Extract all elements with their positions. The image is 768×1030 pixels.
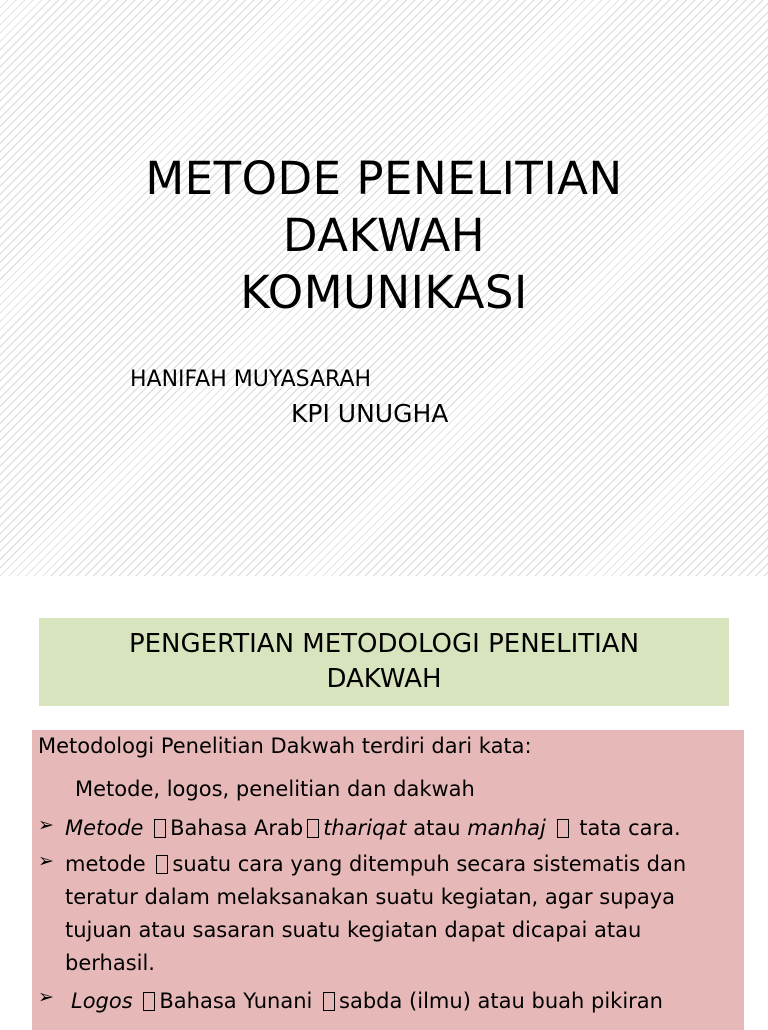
term-metode-lower: metode: [65, 852, 146, 876]
slide-title: [0, 150, 768, 321]
bullet-metode-def-line-1: [65, 848, 686, 881]
intro-text: Metodologi Penelitian Dakwah terdiri dari kata:: [38, 734, 532, 758]
missing-glyph-icon: [557, 819, 569, 838]
missing-glyph-icon: [143, 992, 155, 1011]
intro-subtext: Metode, logos, penelitian dan dakwah: [75, 777, 475, 801]
title-line-1: METODE PENELITIAN: [145, 152, 623, 205]
title-line-3: KOMUNIKASI: [240, 266, 528, 319]
section-heading: [39, 618, 729, 706]
lang-arab: Bahasa Arab: [170, 816, 304, 840]
bullet-metode-def-line-4: berhasil.: [65, 951, 155, 975]
heading-line-2: DAKWAH: [326, 664, 442, 694]
heading-line-1: PENGERTIAN METODOLOGI PENELITIAN: [128, 629, 640, 659]
missing-glyph-icon: [156, 855, 168, 874]
institution-name: KPI UNUGHA: [291, 399, 449, 428]
arrow-bullet-icon: ➢: [38, 814, 54, 836]
bullet-logos: [71, 985, 663, 1018]
author-name: HANIFAH MUYASARAH: [130, 367, 372, 392]
term-metode: Metode: [65, 816, 144, 840]
lang-yunani: Bahasa Yunani: [159, 989, 313, 1013]
bullet-metode-def-line-2: teratur dalam melaksanakan suatu kegiatan, agar supaya: [65, 885, 676, 909]
missing-glyph-icon: [154, 819, 166, 838]
arrow-bullet-icon: ➢: [38, 850, 54, 872]
definition-slide: [0, 576, 768, 1024]
word-manhaj: manhaj: [467, 816, 546, 840]
missing-glyph-icon: [323, 992, 335, 1011]
connector-atau: atau: [413, 816, 461, 840]
def-line-1: suatu cara yang ditempuh secara sistematis dan: [172, 852, 687, 876]
word-thariqat: thariqat: [323, 816, 407, 840]
term-logos: Logos: [71, 989, 133, 1013]
definition-content: [32, 730, 744, 1030]
missing-glyph-icon: [307, 819, 319, 838]
arrow-bullet-icon: ➢: [38, 986, 54, 1008]
meaning-logos: sabda (ilmu) atau buah pikiran: [339, 989, 663, 1013]
bullet-metode-def-line-3: tujuan atau sasaran suatu kegiatan dapat dicapai atau: [65, 918, 642, 942]
bullet-metode: [65, 812, 681, 845]
title-line-2: DAKWAH: [282, 209, 486, 262]
meaning-metode: tata cara.: [579, 816, 681, 840]
